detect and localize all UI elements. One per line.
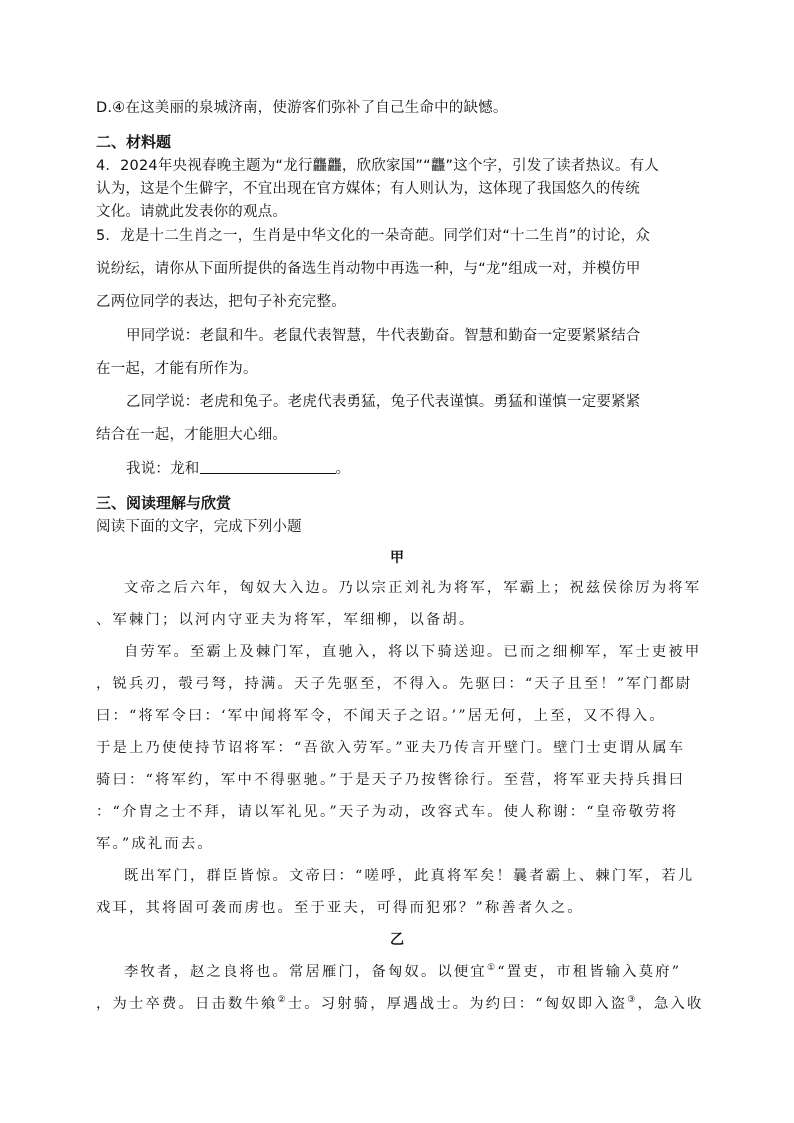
section-heading-materials: 二、材料题: [96, 133, 172, 151]
student-yi-line-1: 乙同学说：老虎和兔子。老虎代表勇猛，兔子代表谨慎。勇猛和谨慎一定要紧紧: [126, 394, 641, 410]
passage-jia-para1-line2: 、军棘门；以河内守亚夫为将军，军细柳，以备胡。: [96, 612, 476, 628]
passage-yi-line2-b: 士。习射骑，厚遇战士。为约曰：“匈奴即入盗: [287, 996, 628, 1012]
footnote-marker-3: ③: [627, 995, 638, 1006]
student-yi-line-2: 结合在一起，才能胆大心细。: [96, 427, 288, 443]
my-answer-line: [126, 457, 350, 478]
passage-jia-para3-line2: 戏耳，其将固可袭而虏也。至于亚夫，可得而犯邪？”称善者久之。: [96, 900, 584, 916]
passage-yi-line1-a: 李牧者，赵之良将也。常居雁门，备匈奴。以便宜: [124, 964, 487, 980]
question-5-line-2: 说纷纭，请你从下面所提供的备选生肖动物中再选一种，与“龙”组成一对，并模仿甲: [96, 261, 641, 277]
passage-jia-para2-line2: ，锐兵刃，彀弓弩，持满。天子先驱至，不得入。先驱曰：“天子且至！”军门都尉: [96, 676, 693, 692]
passage-jia-para3-line1: 既出军门，群臣皆惊。文帝曰：“嗟呼，此真将军矣！曩者霸上、棘门军，若儿: [124, 868, 695, 884]
passage-jia-title: 甲: [390, 550, 404, 566]
footnote-marker-1: ①: [486, 963, 498, 974]
passage-yi-line1-b: “置吏，市租皆输入莫府”: [497, 964, 682, 980]
passage-jia-para2-line1: 自劳军。至霸上及棘门军，直驰入，将以下骑送迎。已而之细柳军，军士吏被甲: [124, 644, 702, 660]
passage-jia-para2-line5: 骑曰：“将军约，军中不得驱驰。”于是天子乃按辔徐行。至营，将军亚夫持兵揖曰: [96, 772, 686, 788]
question-5-line-1: 5．龙是十二生肖之一，生肖是中华文化的一朵奇葩。同学们对“十二生肖”的讨论，众: [96, 228, 651, 244]
passage-yi-line2-a: ，为士卒费。日击数牛飨: [96, 996, 278, 1012]
answer-blank[interactable]: [200, 459, 336, 474]
my-answer-suffix: 。: [335, 461, 351, 477]
passage-yi-line2: [96, 993, 703, 1013]
student-jia-line-2: 在一起，才能有所作为。: [96, 361, 258, 377]
section-heading-reading: 三、阅读理解与欣赏: [96, 494, 232, 512]
footnote-marker-2: ②: [277, 995, 288, 1006]
passage-jia-para2-line7: 军。”成礼而去。: [96, 836, 214, 852]
passage-jia-para2-line3: 曰：“将军令曰：‘军中闻将军令，不闻天子之诏。’”居无何，上至，又不得入。: [96, 708, 666, 724]
passage-jia-para1-line1: 文帝之后六年，匈奴大入边。乃以宗正刘礼为将军，军霸上；祝兹侯徐厉为将军: [124, 580, 702, 596]
question-4-line-1: 4．2024年央视春晚主题为“龙行龘龘，欣欣家国”“龘”这个字，引发了读者热议。有人: [96, 158, 660, 174]
passage-yi-line1: [124, 961, 681, 981]
passage-jia-para2-line6: ：“介胄之士不拜，请以军礼见。”天子为动，改容式车。使人称谢：“皇帝敬劳将: [96, 804, 679, 820]
question-5-line-3: 乙两位同学的表达，把句子补充完整。: [96, 294, 346, 310]
question-4-line-2: 认为，这是个生僻字，不宜出现在官方媒体；有人则认为，这体现了我国悠久的传统: [96, 181, 640, 197]
passage-yi-line2-c: ，急入收: [637, 996, 704, 1012]
reading-instruction: 阅读下面的文字，完成下列小题: [96, 519, 302, 535]
passage-yi-title: 乙: [390, 932, 404, 948]
student-jia-line-1: 甲同学说：老鼠和牛。老鼠代表智慧，牛代表勤奋。智慧和勤奋一定要紧紧结合: [126, 328, 641, 344]
question-4-line-3: 文化。请就此发表你的观点。: [96, 204, 288, 220]
passage-jia-para2-line4: 于是上乃使使持节诏将军：“吾欲入劳军。”亚夫乃传言开壁门。壁门士吏谓从属车: [96, 740, 686, 756]
my-answer-prefix: 我说：龙和: [126, 461, 200, 477]
option-d: D.④在这美丽的泉城济南，使游客们弥补了自己生命中的缺憾。: [96, 100, 508, 116]
